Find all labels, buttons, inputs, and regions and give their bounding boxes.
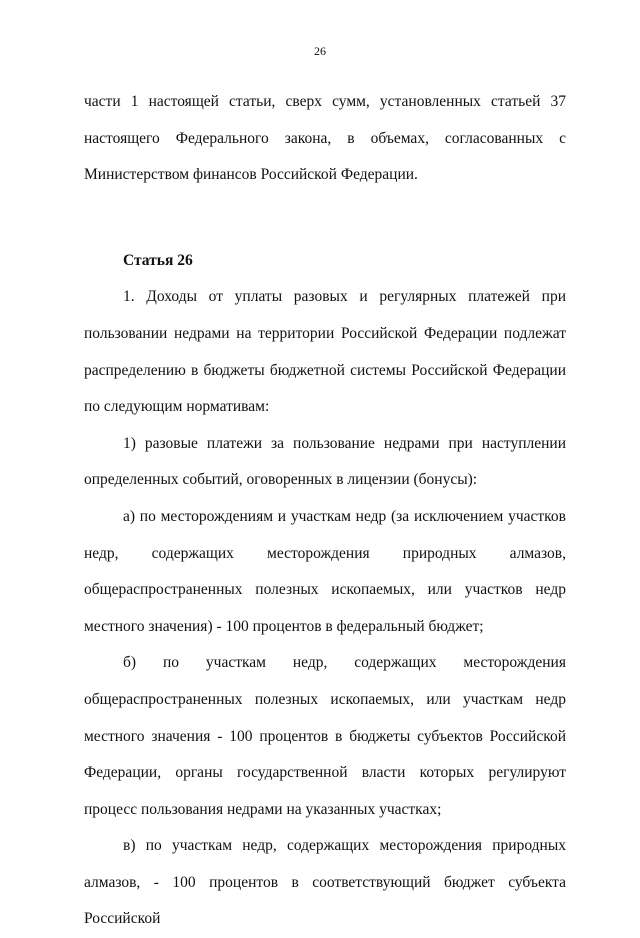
article-heading: Статья 26 — [123, 251, 193, 269]
paragraph-v: в) по участкам недр, содержащих месторождения природных алмазов, - 100 процентов в соответствующий бюджет субъекта Российской — [84, 837, 566, 928]
document-body — [84, 84, 566, 938]
paragraph-b: б) по участкам недр, содержащих месторождения общераспространенных полезных ископаемых, или участкам недр местного значения - 100 процентов в бюджеты субъектов Российской Федерации, органы государственной власти которых регулируют процесс пользования недрами на указанных участках; — [84, 654, 566, 818]
paragraph-1: 1. Доходы от уплаты разовых и регулярных платежей при пользовании недрами на территории Российской Федерации подлежат распределению в бюджеты бюджетной системы Российской Федерации по следующим нормативам: — [84, 288, 566, 416]
page-number: 26 — [314, 44, 326, 58]
paragraph-a: а) по месторождениям и участкам недр (за исключением участков недр, содержащих месторождения природных алмазов, общераспространенных полезных ископаемых, или участков недр местного значения) - 100 процентов в федеральный бюджет; — [84, 507, 566, 635]
paragraph-1-1: 1) разовые платежи за пользование недрами при наступлении определенных событий, оговоренных в лицензии (бонусы): — [84, 434, 566, 489]
continuation-paragraph: части 1 настоящей статьи, сверх сумм, установленных статьей 37 настоящего Федерального закона, в объемах, согласованных с Министерством финансов Российской Федерации. — [84, 93, 566, 184]
